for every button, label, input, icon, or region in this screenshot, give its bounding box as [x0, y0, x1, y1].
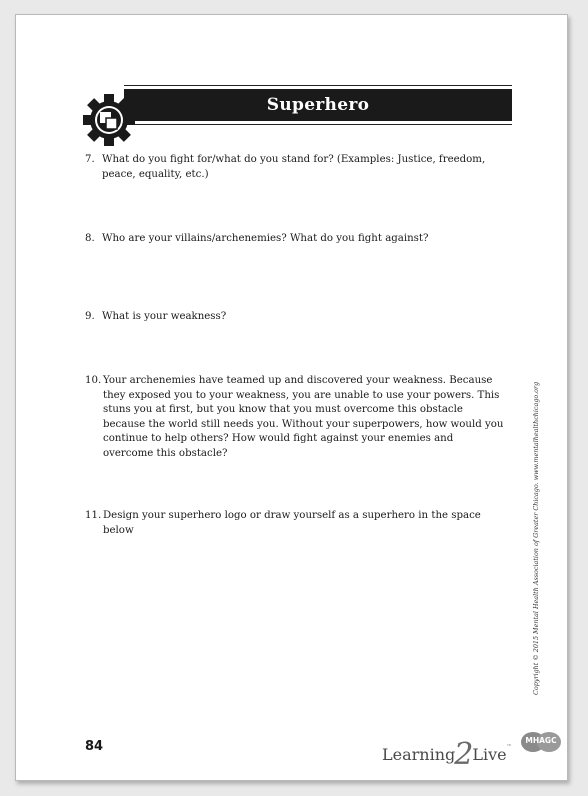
- copyright-sidebar: Copyright © 2015 Mental Health Association of Greater Chicago. www.mentalhealthchicago.org: [532, 381, 540, 695]
- gear-icon: [82, 93, 136, 147]
- brand-numeral: 2: [454, 737, 474, 772]
- brand-trademark: ™: [506, 744, 512, 750]
- worksheet-page: [15, 14, 568, 781]
- brand-word-live: Live: [472, 745, 507, 764]
- question-text: Who are your villains/archenemies? What do you fight against?: [102, 233, 429, 244]
- question-number: 9.: [85, 311, 95, 322]
- question-text: What do you fight for/what do you stand for? (Examples: Justice, freedom, peace, equality, etc.): [102, 154, 486, 180]
- page-title: Superhero: [266, 95, 370, 115]
- question-number: 10.: [85, 375, 102, 386]
- question-11: [85, 509, 505, 538]
- question-9: [85, 310, 505, 325]
- question-text: Design your superhero logo or draw yourself as a superhero in the space below: [103, 510, 481, 536]
- header-rule-top: [124, 85, 512, 86]
- question-10: [85, 374, 505, 461]
- question-7: [85, 153, 505, 182]
- brand-word-learning: Learning: [382, 745, 456, 764]
- question-text: Your archenemies have teamed up and discovered your weakness. Because they exposed you to your weakness, you are unable to use your powers. This stuns you at first, but you know that you must overcome this obstacle because the world still needs you. Without your superpowers, how would you continue to help others? How would fight against your enemies and overcome this obstacle?: [103, 375, 504, 459]
- question-number: 11.: [85, 510, 102, 521]
- header-rule-bottom: [124, 124, 512, 125]
- question-text: What is your weakness?: [102, 311, 227, 322]
- question-number: 8.: [85, 233, 95, 244]
- page-number: 84: [85, 739, 104, 754]
- learning2live-logo: [382, 733, 512, 772]
- mhagc-badge-label: MHAGC: [525, 736, 557, 745]
- question-8: [85, 232, 505, 247]
- question-number: 7.: [85, 154, 95, 165]
